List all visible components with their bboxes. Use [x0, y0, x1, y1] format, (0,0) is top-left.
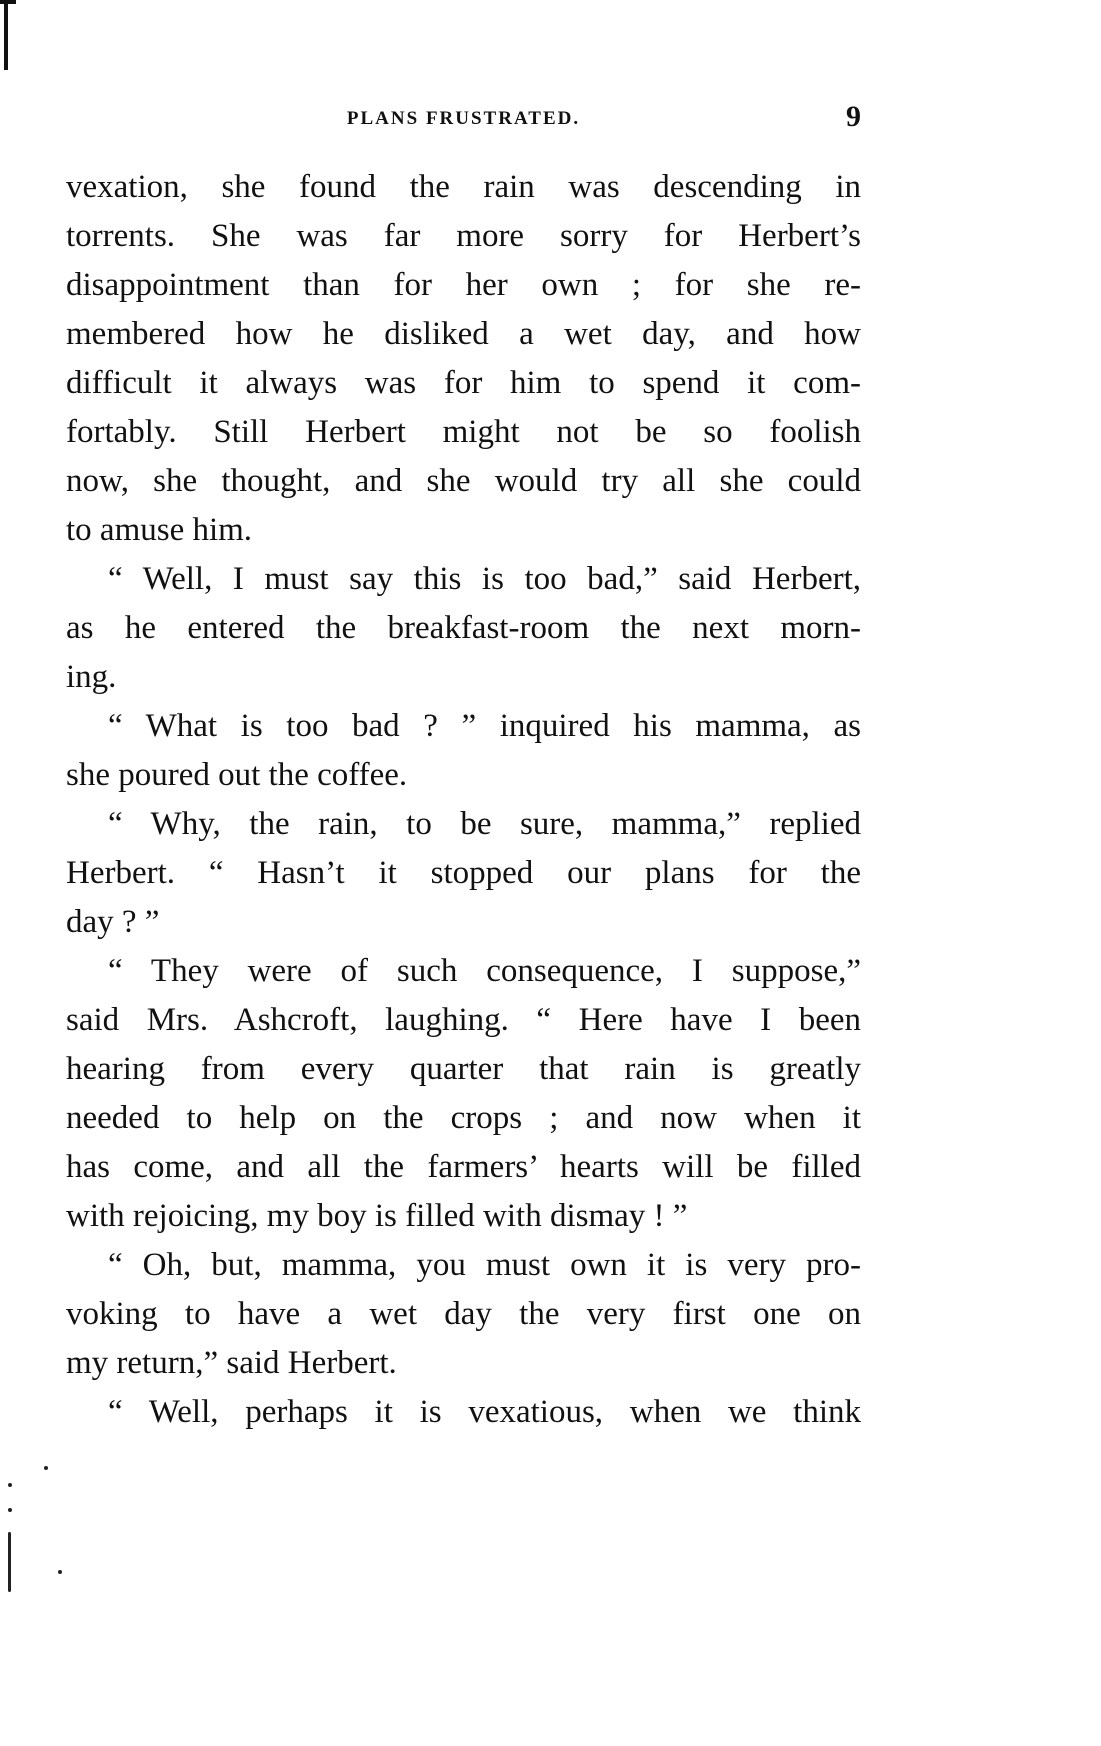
- text-line: as he entered the breakfast-room the next morn-: [66, 610, 861, 646]
- text-line: disappointment than for her own ; for she re-: [66, 267, 861, 303]
- scan-speck: [44, 1466, 48, 1470]
- text-line: difficult it always was for him to spend it com-: [66, 365, 861, 401]
- scan-speck: [8, 1508, 12, 1512]
- text-line: “ They were of such consequence, I suppose,”: [108, 953, 861, 989]
- text-line: has come, and all the farmers’ hearts will be filled: [66, 1149, 861, 1185]
- scan-mark-left: [4, 0, 8, 70]
- page-header: [66, 100, 861, 140]
- text-line: Herbert. “ Hasn’t it stopped our plans for the: [66, 855, 861, 891]
- text-line: voking to have a wet day the very first one on: [66, 1296, 861, 1332]
- text-line: “ Why, the rain, to be sure, mamma,” replied: [108, 806, 861, 842]
- scan-speck: [58, 1570, 62, 1574]
- text-line: needed to help on the crops ; and now when it: [66, 1100, 861, 1136]
- scan-speck: [8, 1483, 12, 1487]
- body-text: [66, 163, 861, 1437]
- text-line: membered how he disliked a wet day, and how: [66, 316, 861, 352]
- text-line: vexation, she found the rain was descending in: [66, 169, 861, 205]
- text-line: to amuse him.: [66, 512, 253, 548]
- scan-mark-top: [0, 0, 16, 4]
- text-line: “ Well, perhaps it is vexatious, when we think: [108, 1394, 861, 1430]
- text-line: hearing from every quarter that rain is greatly: [66, 1051, 861, 1087]
- text-line: “ What is too bad ? ” inquired his mamma, as: [108, 708, 861, 744]
- text-line: my return,” said Herbert.: [66, 1345, 397, 1381]
- text-line: now, she thought, and she would try all she could: [66, 463, 861, 499]
- text-line: fortably. Still Herbert might not be so foolish: [66, 414, 861, 450]
- running-head: PLANS FRUSTRATED.: [346, 108, 581, 129]
- text-line: day ? ”: [66, 904, 160, 940]
- text-line: with rejoicing, my boy is filled with dismay ! ”: [66, 1198, 688, 1234]
- text-line: torrents. She was far more sorry for Herbert’s: [66, 218, 861, 254]
- scan-speck: [8, 1532, 11, 1592]
- text-line: “ Oh, but, mamma, you must own it is very pro-: [108, 1247, 861, 1283]
- text-line: she poured out the coffee.: [66, 757, 408, 793]
- text-line: “ Well, I must say this is too bad,” said Herbert,: [108, 561, 861, 597]
- text-line: ing.: [66, 659, 117, 695]
- page-number: 9: [846, 100, 861, 133]
- text-line: said Mrs. Ashcroft, laughing. “ Here have I been: [66, 1002, 861, 1038]
